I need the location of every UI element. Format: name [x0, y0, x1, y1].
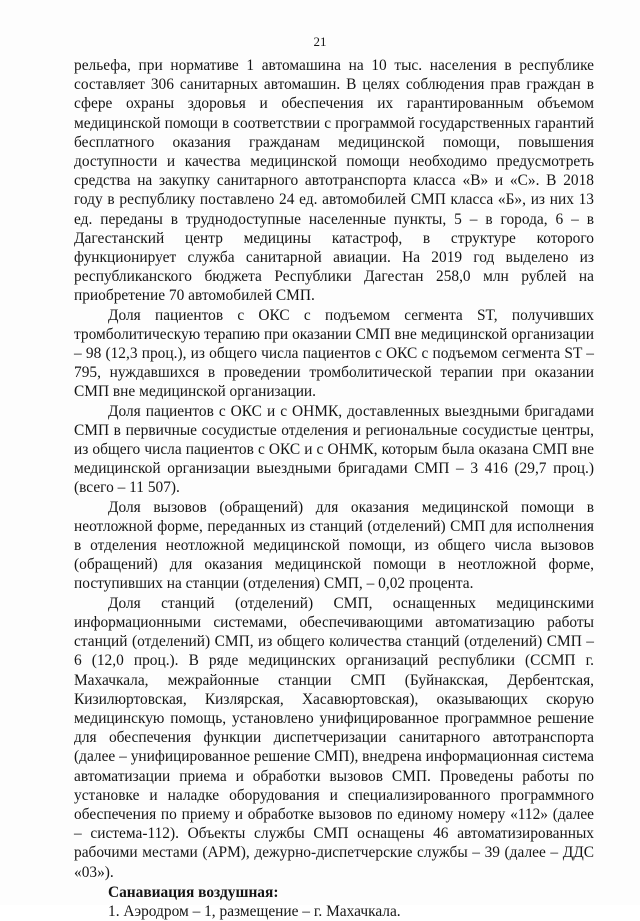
section-heading: Санавиация воздушная: — [108, 883, 279, 901]
paragraph-vascular-centers: Доля пациентов с ОКС и с ОНМК, доставленных выездными бригадами СМП в первичные сосудистые отделения и региональные сосудистые центры, из общего числа пациентов с ОКС и с ОНМК, которым была оказана СМП вне медицинской организации выездными бригадами СМП – 3 416 (29,7 проц.) (всего – 11 507). — [74, 402, 594, 497]
paragraph-ambulance-fleet: рельефа, при нормативе 1 автомашина на 10 тыс. населения в республике составляет 306 санитарных автомашин. В целях соблюдения прав граждан в сфере охраны здоровья и обеспечения их гарантированным объемом медицинской помощи в соответствии с программой государственных гарантий бесплатного оказания гражданам медицинской помощи, повышения доступности и качества медицинской помощи необходимо предусмотреть средства на закупку санитарного автотранспорта класса «В» и «С». В 2018 году в республику поставлено 24 ед. автомобилей СМП класса «Б», из них 13 ед. переданы в труднодоступные населенные пункты, 5 – в города, 6 – в Дагестанский центр медицины катастроф, в структуре которого функционирует служба санитарной авиации. На 2019 год выделено из республиканского бюджета Республики Дагестан 258,0 млн рублей на приобретение 70 автомобилей СМП. — [74, 57, 594, 305]
list-item: 1. Аэродром – 1, размещение – г. Махачкала. — [108, 902, 401, 920]
paragraph-thrombolytic-therapy: Доля пациентов с ОКС с подъемом сегмента ST, получивших тромболитическую терапию при оказании СМП вне медицинской организации – 98 (12,3 проц.), из общего числа пациентов с ОКС с подъемом сегмента ST – 795, нуждавшихся в проведении тромболитической терапии при оказании СМП вне медицинской организации. — [74, 306, 594, 401]
paragraph-information-systems: Доля станций (отделений) СМП, оснащенных медицинскими информационными системами, обеспечивающими автоматизацию работы станций (отделений) СМП, из общего количества станций (отделений) СМП – 6 (12,0 проц.). В ряде медицинских организаций республики (ССМП г. Махачкала, межрайонные станции СМП (Буйнакская, Дербентская, Кизилюртовская, Кизлярская, Хасавюртовская), оказывающих скорую медицинскую помощь, установлено унифицированное программное решение для обеспечения функции диспетчеризации санитарного автотранспорта (далее – унифицированное решение СМП), внедрена информационная система автоматизации приема и обработки вызовов СМП. Проведены работы по установке и наладке оборудования и специализированного программного обеспечения по приему и обработке вызовов по единому номеру «112» (далее – система-112). Объекты службы СМП оснащены 46 автоматизированных рабочими местами (АРМ), дежурно-диспетчерские службы – 39 (далее – ДДС «03»). — [74, 594, 594, 881]
document-body — [74, 56, 594, 921]
paragraph-urgent-calls: Доля вызовов (обращений) для оказания медицинской помощи в неотложной форме, переданных из станций (отделений) СМП для исполнения в отделения неотложной медицинской помощи, из общего числа вызовов (обращений) для оказания медицинской помощи в неотложной форме, поступивших на станции (отделения) СМП, – 0,02 процента. — [74, 498, 594, 593]
page-number: 21 — [313, 34, 327, 49]
